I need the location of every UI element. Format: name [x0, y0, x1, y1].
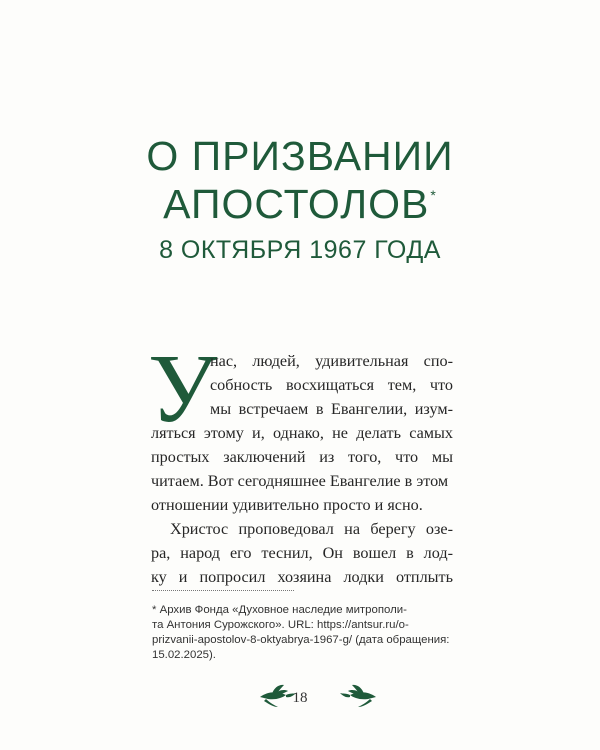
chapter-title-text: АПОСТОЛОВ: [163, 181, 430, 227]
body-line-2: собность восхищаться тем, что: [210, 376, 453, 394]
body-line-4: ляться этому и, однако, не делать самых: [151, 424, 453, 442]
body-line-1: нас, людей, удивительная спо-: [210, 352, 453, 370]
body-line-5: простых заключений из того, что мы читаем. Вот сегодняшнее Евангелие в этом: [151, 448, 453, 490]
footnote-divider: [152, 590, 294, 591]
footnote-line-4: 15.02.2025).: [152, 649, 216, 661]
chapter-title-line-1: О ПРИЗВАНИИ: [146, 133, 454, 179]
body-line-6: отношении удивительно просто и ясно.: [151, 496, 423, 514]
footnote-line-1: * Архив Фонда «Духовное наследие митрополи-: [152, 604, 407, 616]
body-line-7: Христос проповедовал на берегу озе-: [170, 520, 453, 538]
page-number: 18: [292, 690, 308, 706]
drop-cap: У: [148, 335, 218, 443]
body-line-9: ку и попросил хозяина лодки отплыть: [151, 568, 453, 586]
footnote-marker: *: [430, 187, 437, 203]
chapter-date: 8 ОКТЯБРЯ 1967 ГОДА: [159, 236, 441, 264]
footnote-line-3: prizvanii-apostolov-8-oktyabrya-1967-g/ (дата обращения:: [152, 634, 450, 646]
chapter-title-line-2: [0, 181, 600, 228]
body-line-3: мы встречаем в Евангелии, изум-: [210, 400, 453, 418]
footnote: [152, 603, 453, 663]
footnote-line-2: та Антония Сурожского». URL: https://antsur.ru/o-: [152, 619, 409, 631]
bird-ornament-right-icon: [338, 683, 378, 709]
body-line-8: ра, народ его теснил, Он вошел в лод-: [151, 544, 453, 562]
